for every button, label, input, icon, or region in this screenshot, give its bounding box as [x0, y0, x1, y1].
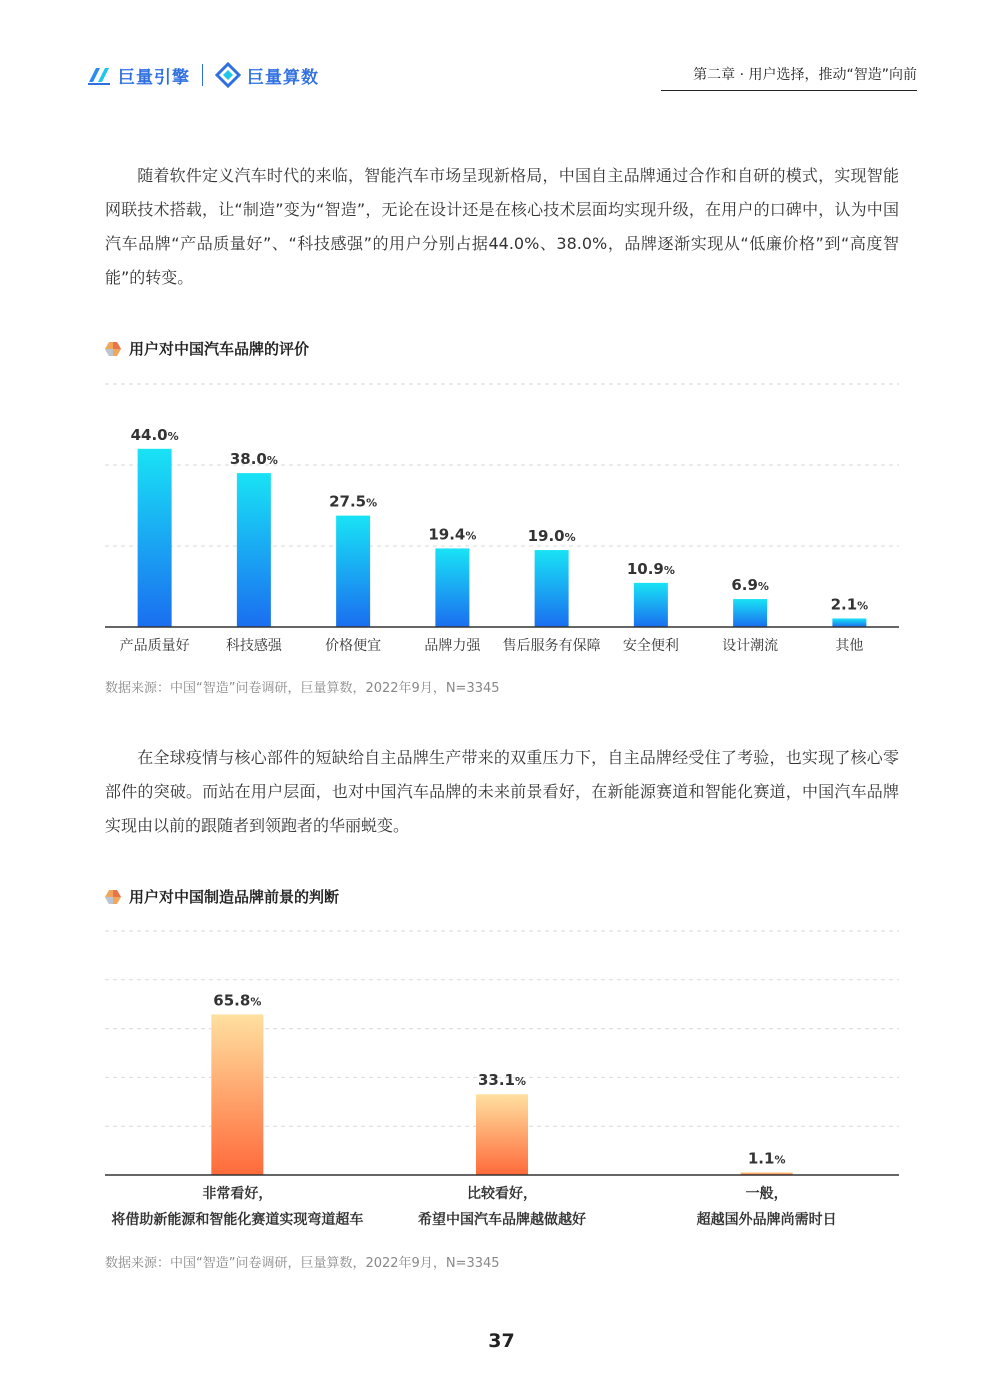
header-logos — [86, 62, 319, 88]
data-label: 19.0% — [527, 527, 576, 546]
hexagon-bullet-icon — [105, 890, 121, 904]
data-label: 33.1% — [477, 1071, 527, 1090]
data-label: 27.5% — [329, 492, 378, 511]
bar — [435, 548, 469, 627]
bar — [336, 516, 370, 627]
data-label: 65.8% — [213, 991, 262, 1010]
data-label: 38.0% — [229, 450, 278, 469]
paragraph-1-text: 随着软件定义汽车时代的来临，智能汽车市场呈现新格局，中国自主品牌通过合作和自研的模式，实现智能网联技术搭载，让“制造”变为“智造”，无论在设计还是在核心技术层面均实现升级，在用户的口碑中，认为中国汽车品牌“产品质量好”、“科技感强”的用户分别占据44.0%、38.0%，品牌逐渐实现从“低廉价格”到“高度智能”的转变。 — [105, 166, 899, 287]
logo-engine-text: 巨量引擎 — [118, 67, 190, 88]
data-label: 44.0% — [130, 425, 179, 444]
chart-1-source: 数据来源：中国“智造”问卷调研，巨量算数，2022年9月，N=3345 — [105, 681, 500, 696]
category-label: 希望中国汽车品牌越做越好 — [418, 1212, 586, 1228]
category-label: 一般， — [745, 1186, 788, 1202]
category-label: 产品质量好 — [119, 638, 190, 654]
bar — [832, 618, 866, 627]
page-number: 37 — [488, 1330, 515, 1352]
chart-1-title — [105, 338, 309, 359]
bar — [211, 1014, 263, 1175]
data-label: 1.1% — [747, 1149, 786, 1168]
paragraph-2-text: 在全球疫情与核心部件的短缺给自主品牌生产带来的双重压力下，自主品牌经受住了考验，也实现了核心零部件的突破。而站在用户层面，也对中国汽车品牌的未来前景看好，在新能源赛道和智能化赛道，中国汽车品牌实现由以前的跟随者到领跑者的华丽蜕变。 — [105, 748, 899, 835]
category-label: 设计潮流 — [722, 638, 779, 654]
chart-1-svg — [105, 380, 899, 670]
chapter-underline — [661, 90, 917, 91]
data-label: 19.4% — [428, 525, 477, 544]
data-label: 10.9% — [626, 559, 675, 578]
chart-1 — [105, 380, 899, 670]
bar — [535, 550, 569, 627]
bar — [237, 473, 271, 627]
chart-2-title-text: 用户对中国制造品牌前景的判断 — [129, 888, 340, 906]
category-label: 超越国外品牌尚需时日 — [696, 1212, 837, 1228]
chart-1-title-text: 用户对中国汽车品牌的评价 — [129, 340, 310, 358]
chart-2-source: 数据来源：中国“智造”问卷调研，巨量算数，2022年9月，N=3345 — [105, 1256, 500, 1271]
bar — [733, 599, 767, 627]
category-label: 售后服务有保障 — [502, 638, 601, 654]
logo-divider — [202, 64, 203, 86]
chart-2 — [105, 928, 899, 1238]
bar — [634, 583, 668, 627]
chart-2-svg — [105, 928, 899, 1238]
category-label: 安全便利 — [622, 638, 679, 654]
data-label: 2.1% — [830, 595, 869, 614]
category-label: 非常看好， — [202, 1186, 273, 1202]
category-label: 品牌力强 — [424, 638, 481, 654]
bar — [138, 449, 172, 627]
body-paragraph-1 — [105, 159, 899, 295]
juliang-engine-logo-icon — [86, 62, 112, 88]
category-label: 将借助新能源和智能化赛道实现弯道超车 — [111, 1212, 364, 1228]
logo-suanshu-text: 巨量算数 — [247, 67, 319, 88]
bar — [476, 1094, 528, 1175]
data-label: 6.9% — [731, 576, 769, 595]
chapter-title: 第二章 · 用户选择，推动“智造”向前 — [693, 67, 917, 83]
juliang-suanshu-logo-icon — [215, 62, 241, 88]
category-label: 其他 — [835, 638, 864, 654]
hexagon-bullet-icon — [105, 342, 121, 356]
category-label: 比较看好， — [467, 1186, 537, 1202]
chart-2-title — [105, 886, 339, 907]
category-label: 科技感强 — [225, 638, 282, 654]
body-paragraph-2 — [105, 741, 899, 843]
category-label: 价格便宜 — [325, 638, 382, 654]
